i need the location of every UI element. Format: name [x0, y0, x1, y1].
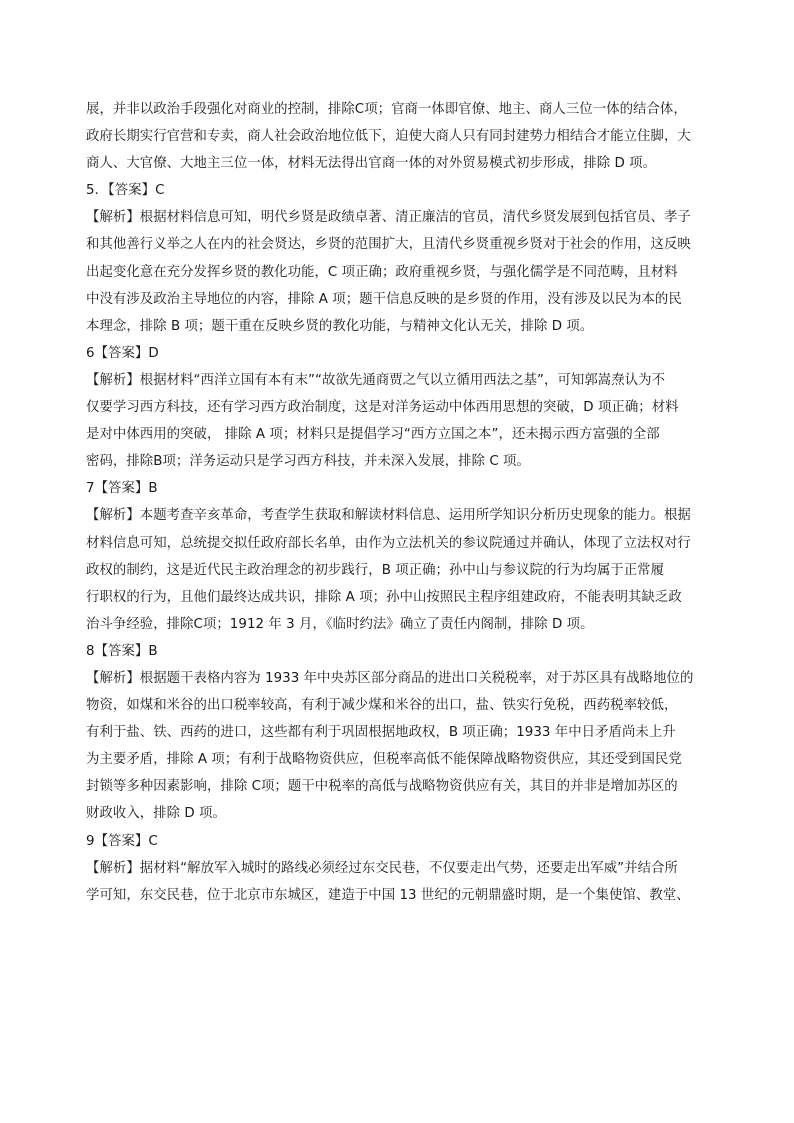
text-line: 仅要学习西方科技，还有学习西方政治制度，这是对洋务运动中体西用思想的突破，D 项正确；材料 [86, 400, 679, 416]
text-line: 封锁等多种因素影响，排除 C项；题干中税率的高低与战略物资供应有关，其目的并非是增加苏区的 [86, 779, 678, 795]
document-body [86, 96, 714, 909]
text-line: 行职权的行为，且他们最终达成共识，排除 A 项；孙中山按照民主程序组建政府，不能表明其缺乏政 [86, 589, 682, 605]
text-line: 政权的制约，这是近代民主政治理念的初步践行，B 项正确；孙中山与参议院的行为均属于正常履 [86, 562, 665, 578]
text-line: 学可知，东交民巷，位于北京市东城区，建造于中国 13 世纪的元朝鼎盛时期，是一个集使馆、教堂、 [86, 887, 690, 903]
text-line: 和其他善行义举之人在内的社会贤达，乡贤的范围扩大，且清代乡贤重视乡贤对于社会的作用，这反映 [86, 237, 691, 253]
text-line: 财政收入，排除 D 项。 [86, 806, 226, 822]
answer-heading: 8【答案】B [86, 643, 158, 659]
text-line: 【解析】根据材料“西洋立国有本有末”“故欲先通商贾之气以立循用西法之基”，可知郭嵩焘认为不 [86, 372, 666, 388]
text-line: 【解析】本题考查辛亥革命，考查学生获取和解读材料信息、运用所学知识分析历史现象的能力。根据 [86, 508, 691, 524]
text-line: 材料信息可知，总统提交拟任政府部长名单，由作为立法机关的参议院通过并确认，体现了立法权对行 [86, 535, 691, 551]
text-line: 展，并非以政治手段强化对商业的控制，排除C项；官商一体即官僚、地主、商人三位一体的结合体， [86, 102, 687, 117]
text-line: 物资，如煤和米谷的出口税率较高，有利于减少煤和米谷的出口，盐、铁实行免税，西药税率较低， [86, 698, 678, 714]
answer-heading: 5．【答案】C [86, 183, 165, 199]
text-line: 有利于盐、铁、西药的进口，这些都有利于巩固根据地政权，B 项正确；1933 年中日矛盾尚未上升 [86, 725, 676, 741]
text-line: 中没有涉及政治主导地位的内容，排除 A 项；题干信息反映的是乡贤的作用，没有涉及以民为本的民 [86, 291, 682, 307]
answer-heading: 7【答案】B [86, 481, 158, 497]
text-line: 密码，排除B项；洋务运动只是学习西方科技，并未深入发展，排除 C 项。 [86, 454, 530, 470]
text-line: 为主要矛盾，排除 A 项；有利于战略物资供应，但税率高低不能保障战略物资供应，其还受到国民党 [86, 752, 682, 768]
answer-heading: 9【答案】C [86, 833, 158, 849]
text-line: 本理念，排除 B 项；题干重在反映乡贤的教化功能，与精神文化认无关，排除 D 项。 [86, 318, 594, 334]
text-line: 商人、大官僚、大地主三位一体，材料无法得出官商一体的对外贸易模式初步形成，排除 D 项。 [86, 156, 657, 172]
text-line: 【解析】据材料“解放军入城时的路线必须经过东交民巷，不仅要走出气势，还要走出军威”并结合所 [86, 860, 678, 876]
text-line: 政府长期实行官营和专卖，商人社会政治地位低下，迫使大商人只有同封建势力相结合才能立住脚，大 [86, 129, 691, 145]
text-line: 出起变化意在充分发挥乡贤的教化功能，C 项正确；政府重视乡贤，与强化儒学是不同范畴，且材料 [86, 264, 678, 280]
text-line: 治斗争经验，排除C项；1912 年 3 月，《临时约法》确立了责任内阁制，排除 D 项。 [86, 616, 594, 632]
text-line: 【解析】根据题干表格内容为 1933 年中央苏区部分商品的进出口关税税率，对于苏区具有战略地位的 [86, 670, 694, 686]
text-line: 【解析】根据材料信息可知，明代乡贤是政绩卓著、清正廉洁的官员，清代乡贤发展到包括官员、孝子 [86, 210, 691, 226]
text-line: 是对中体西用的突破， 排除 A 项；材料只是提倡学习“西方立国之本”，还未揭示西方富强的全部 [86, 427, 660, 443]
answer-heading: 6【答案】D [86, 345, 159, 361]
